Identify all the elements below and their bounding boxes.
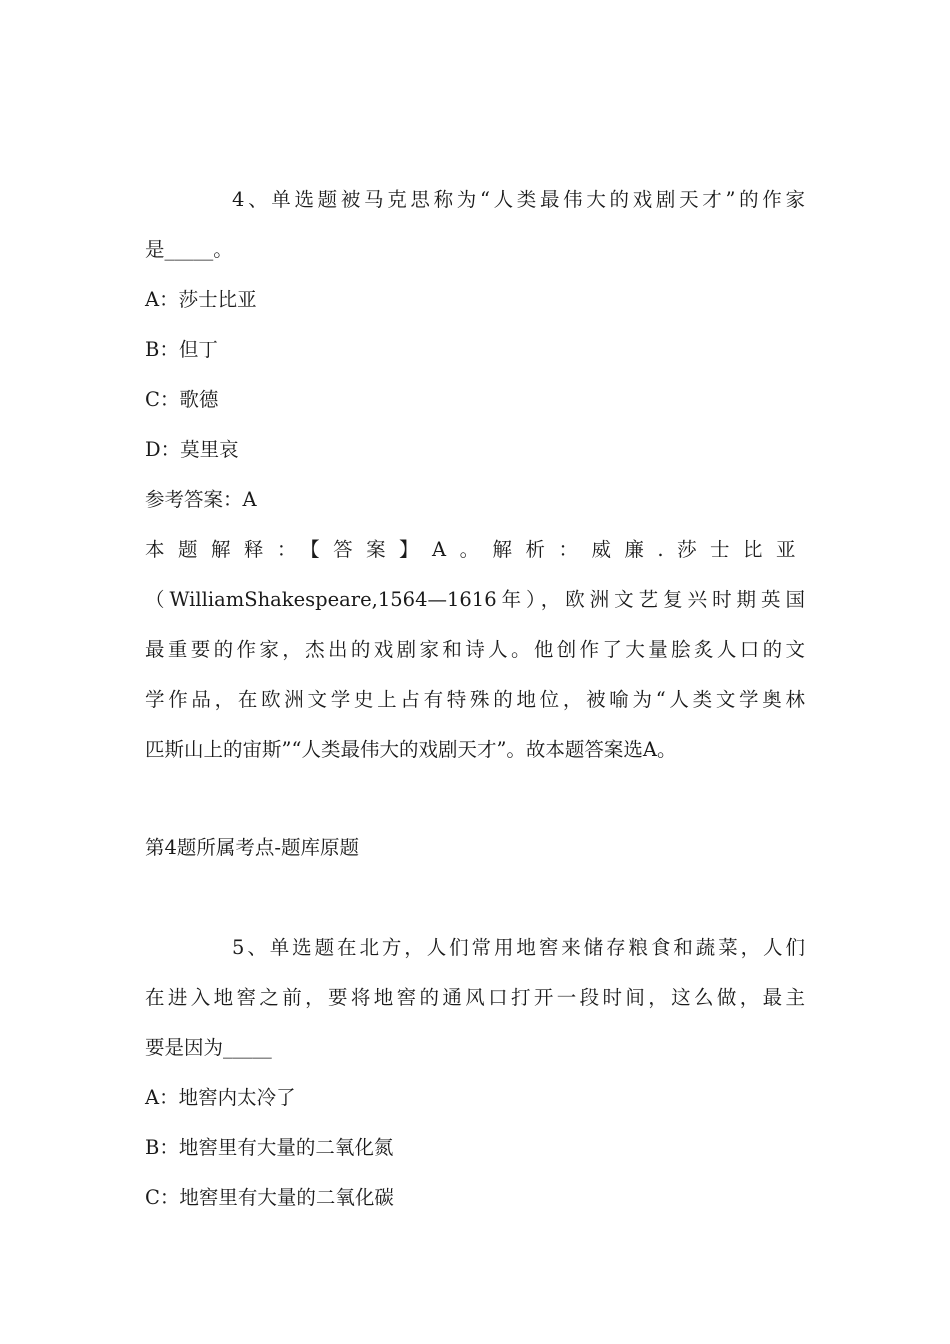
question-4-stem-line-2: 是_____。 [145,238,233,261]
question-4-option-d: D：莫里哀 [145,438,239,461]
question-4-option-a: A：莎士比亚 [145,288,257,311]
question-4-answer: 参考答案：A [145,488,257,511]
question-4-explanation-line-2: （WilliamShakespeare,1564—1616年），欧洲文艺复兴时期英国 [145,588,805,611]
question-4-explanation-line-5: 匹斯山上的宙斯”“人类最伟大的戏剧天才”。故本题答案选A。 [145,738,677,761]
question-4-source: 第4题所属考点-题库原题 [145,836,359,859]
question-4-option-b: B：但丁 [145,338,218,361]
question-5-option-b: B：地窖里有大量的二氧化氮 [145,1136,394,1159]
question-5-option-a: A：地窖内太冷了 [145,1086,296,1109]
question-4-stem-line-1: 4、单选题被马克思称为“人类最伟大的戏剧天才”的作家 [232,188,805,211]
question-5-stem-line-1: 5、单选题在北方，人们常用地窖来储存粮食和蔬菜，人们 [232,936,805,959]
question-5-stem-line-3: 要是因为_____ [145,1036,272,1059]
question-4-explanation-line-4: 学作品，在欧洲文学史上占有特殊的地位，被喻为“人类文学奥林 [145,688,805,711]
question-4-explanation-line-1: 本题解释：【答案】A。解析：威廉.莎士比亚 [145,538,805,561]
question-5-stem-line-2: 在进入地窖之前，要将地窖的通风口打开一段时间，这么做，最主 [145,986,805,1009]
question-4-option-c: C：歌德 [145,388,219,411]
question-5-option-c: C：地窖里有大量的二氧化碳 [145,1186,394,1209]
question-4-explanation-line-3: 最重要的作家，杰出的戏剧家和诗人。他创作了大量脍炙人口的文 [145,638,805,661]
